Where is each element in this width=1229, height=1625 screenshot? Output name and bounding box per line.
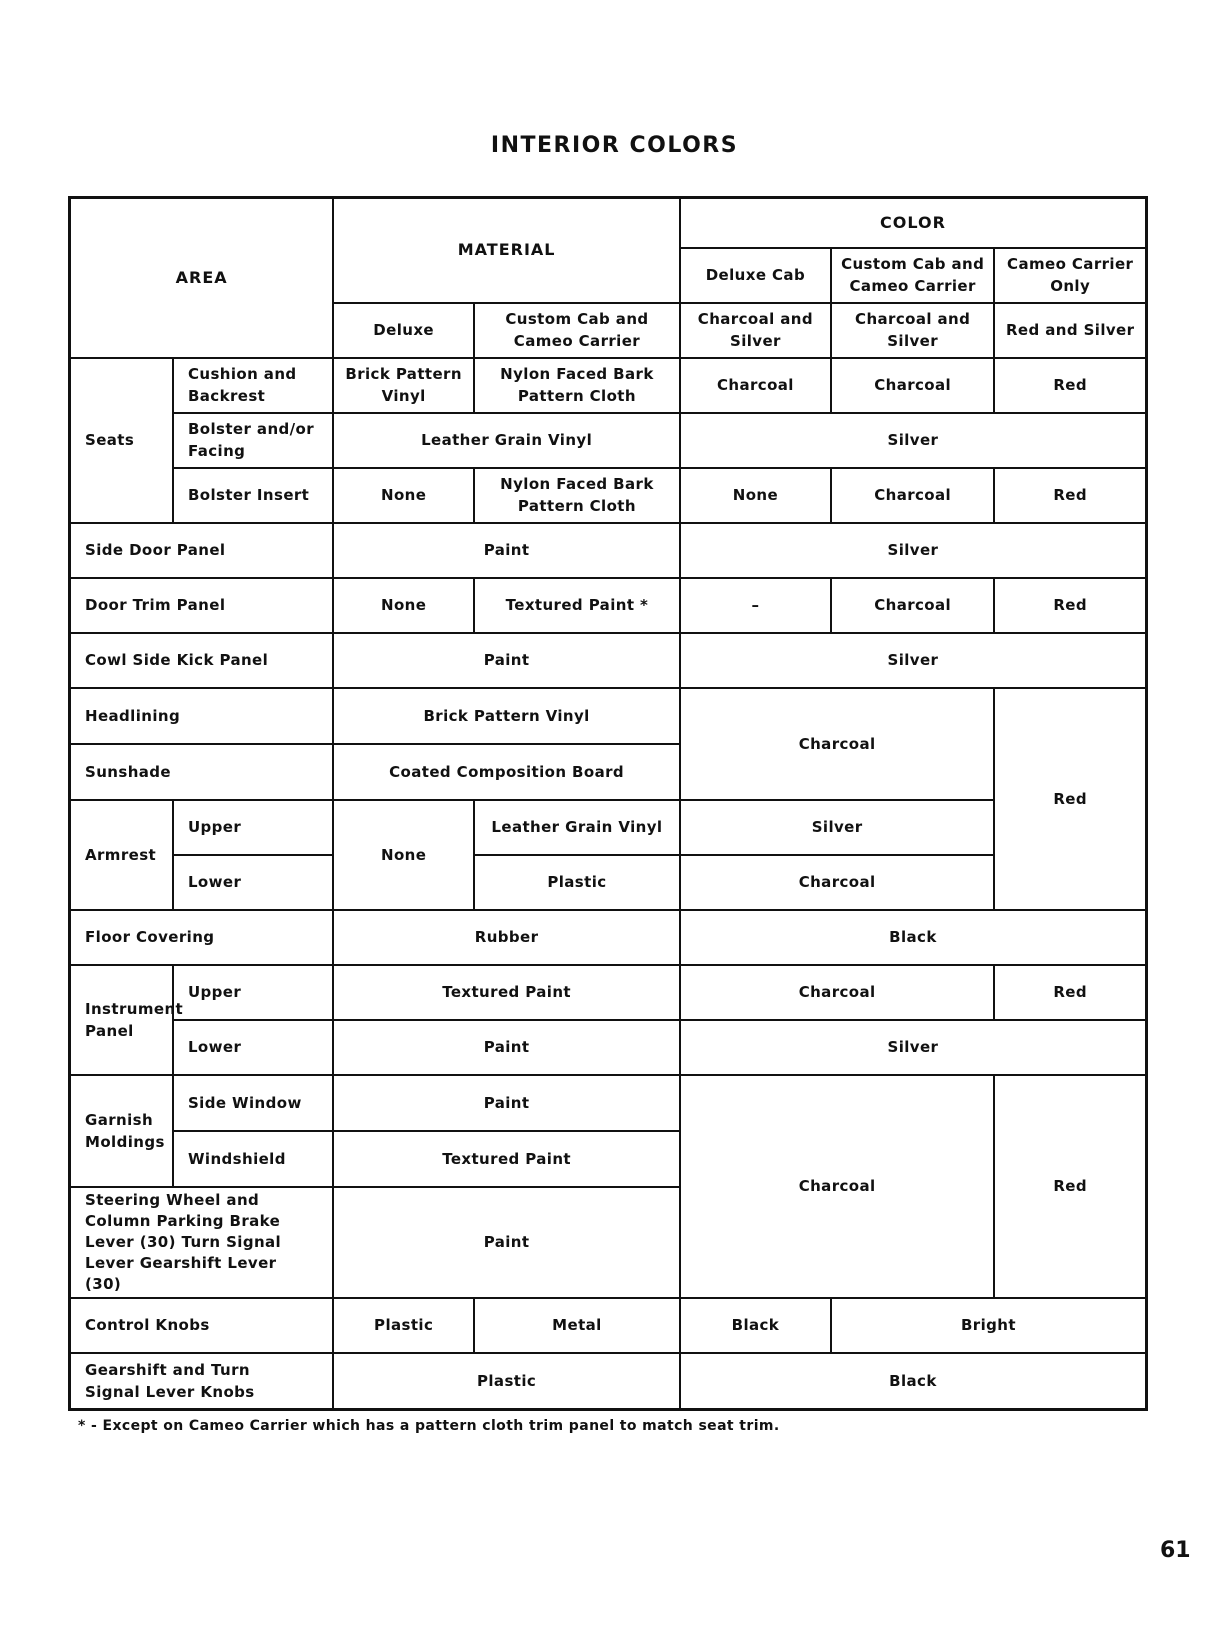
sub-area-label: Windshield [173, 1131, 333, 1187]
table-row [70, 800, 1147, 855]
material-cell: Nylon Faced Bark Pattern Cloth [474, 468, 680, 523]
color-cell: Red [994, 1075, 1146, 1298]
interior-colors-table [68, 196, 1148, 1411]
material-cell: Brick Pattern Vinyl [333, 688, 680, 744]
table-row [70, 855, 1147, 910]
area-label: Floor Covering [70, 910, 334, 965]
sub-area-label: Bolster Insert [173, 468, 333, 523]
material-cell: Paint [333, 523, 680, 578]
color-cell: Charcoal [680, 1075, 994, 1298]
color-cell: Charcoal [680, 688, 994, 800]
table-row [70, 910, 1147, 965]
header-material-custom: Custom Cab and Cameo Carrier [474, 303, 680, 358]
material-cell: Textured Paint [333, 965, 680, 1020]
table-row [70, 1298, 1147, 1353]
material-cell: Rubber [333, 910, 680, 965]
header-color-deluxe-cab: Deluxe Cab [680, 248, 831, 303]
header-color-custom-cab: Custom Cab and Cameo Carrier [831, 248, 994, 303]
page-number: 61 [1160, 1538, 1191, 1563]
color-cell: Bright [831, 1298, 1147, 1353]
footnote: * - Except on Cameo Carrier which has a pattern cloth trim panel to match seat trim. [78, 1418, 780, 1434]
header-area: AREA [70, 198, 334, 358]
material-cell: Textured Paint [333, 1131, 680, 1187]
material-cell: Nylon Faced Bark Pattern Cloth [474, 358, 680, 413]
area-label: Control Knobs [70, 1298, 334, 1353]
header-material: MATERIAL [333, 198, 680, 303]
area-label: Door Trim Panel [70, 578, 334, 633]
page-title: INTERIOR COLORS [490, 133, 739, 158]
header-scheme-2: Charcoal and Silver [831, 303, 994, 358]
color-cell: Red [994, 358, 1146, 413]
area-label: Gearshift and Turn Signal Lever Knobs [70, 1353, 334, 1410]
color-cell: Charcoal [680, 855, 994, 910]
material-cell: Plastic [474, 855, 680, 910]
material-cell: Paint [333, 633, 680, 688]
material-cell: Textured Paint * [474, 578, 680, 633]
material-cell: Leather Grain Vinyl [474, 800, 680, 855]
material-cell: Brick Pattern Vinyl [333, 358, 474, 413]
color-cell: Charcoal [680, 965, 994, 1020]
table-row [70, 1020, 1147, 1075]
area-label: Steering Wheel and Column Parking Brake Lever (30) Turn Signal Lever Gearshift Lever (30) [70, 1187, 334, 1298]
color-cell: Red [994, 578, 1146, 633]
color-cell: Charcoal [831, 358, 994, 413]
color-cell: Charcoal [831, 578, 994, 633]
material-cell: Coated Composition Board [333, 744, 680, 800]
material-cell: None [333, 800, 474, 910]
area-garnish-moldings: Garnish Moldings [70, 1075, 173, 1187]
color-cell: Silver [680, 413, 1147, 468]
material-cell: Plastic [333, 1298, 474, 1353]
color-cell: None [680, 468, 831, 523]
area-seats: Seats [70, 358, 173, 523]
sub-area-label: Cushion and Backrest [173, 358, 333, 413]
sub-area-label: Upper [173, 800, 333, 855]
material-cell: Paint [333, 1187, 680, 1298]
header-scheme-3: Red and Silver [994, 303, 1146, 358]
table-row [70, 468, 1147, 523]
area-label: Headlining [70, 688, 334, 744]
material-cell: Metal [474, 1298, 680, 1353]
color-cell: Charcoal [680, 358, 831, 413]
area-armrest: Armrest [70, 800, 173, 910]
color-cell: Silver [680, 1020, 1147, 1075]
color-cell: Red [994, 688, 1146, 910]
color-cell: Black [680, 910, 1147, 965]
table-row [70, 1353, 1147, 1410]
sub-area-label: Lower [173, 1020, 333, 1075]
header-color-cameo-carrier: Cameo Carrier Only [994, 248, 1146, 303]
table-row [70, 358, 1147, 413]
material-cell: Leather Grain Vinyl [333, 413, 680, 468]
color-cell: Silver [680, 633, 1147, 688]
sub-area-label: Lower [173, 855, 333, 910]
color-cell: Red [994, 965, 1146, 1020]
header-material-deluxe: Deluxe [333, 303, 474, 358]
color-cell: Red [994, 468, 1146, 523]
area-label: Cowl Side Kick Panel [70, 633, 334, 688]
color-cell: Silver [680, 523, 1147, 578]
material-cell: None [333, 578, 474, 633]
material-cell: None [333, 468, 474, 523]
sub-area-label: Side Window [173, 1075, 333, 1131]
material-cell: Paint [333, 1075, 680, 1131]
area-instrument-panel: Instrument Panel [70, 965, 173, 1075]
color-cell: Silver [680, 800, 994, 855]
table-row [70, 965, 1147, 1020]
table-row [70, 578, 1147, 633]
color-cell: – [680, 578, 831, 633]
color-cell: Charcoal [831, 468, 994, 523]
material-cell: Paint [333, 1020, 680, 1075]
table-row [70, 413, 1147, 468]
color-cell: Black [680, 1353, 1147, 1410]
area-label: Sunshade [70, 744, 334, 800]
header-scheme-1: Charcoal and Silver [680, 303, 831, 358]
color-cell: Black [680, 1298, 831, 1353]
table-row [70, 523, 1147, 578]
table-row [70, 688, 1147, 744]
area-label: Side Door Panel [70, 523, 334, 578]
table-row [70, 1075, 1147, 1131]
table-row [70, 633, 1147, 688]
sub-area-label: Bolster and/or Facing [173, 413, 333, 468]
sub-area-label: Upper [173, 965, 333, 1020]
material-cell: Plastic [333, 1353, 680, 1410]
header-color: COLOR [680, 198, 1147, 248]
